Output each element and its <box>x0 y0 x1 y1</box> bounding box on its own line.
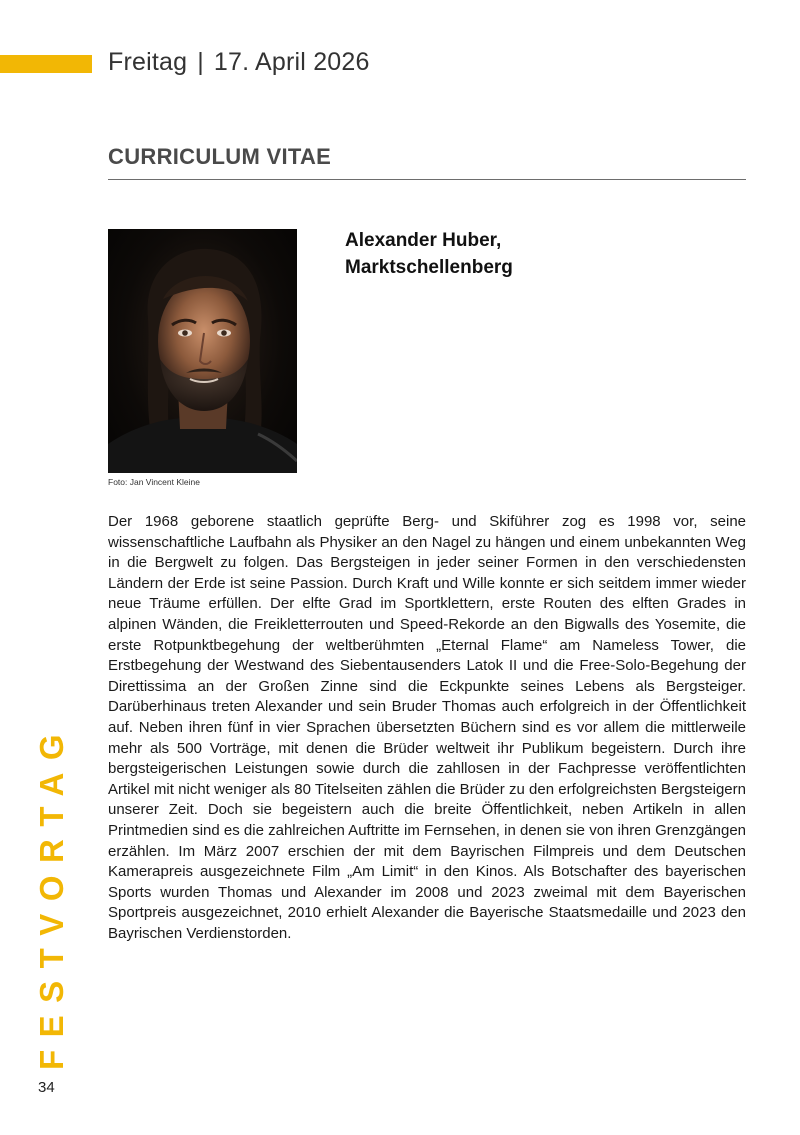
portrait-photo <box>108 229 297 473</box>
date-separator: | <box>197 48 204 76</box>
date: 17. April 2026 <box>213 48 370 76</box>
side-label-text: FESTVORTAG <box>33 721 70 1071</box>
page-number: 34 <box>38 1079 55 1096</box>
side-label <box>28 721 76 1071</box>
person-name <box>345 227 513 281</box>
header-date-line <box>108 48 370 77</box>
photo-credit: Foto: Jan Vincent Kleine <box>108 477 200 487</box>
biography-text: Der 1968 geborene staatlich geprüfte Berg- und Skiführer zog es 1998 vor, seine wissenschaftliche Laufbahn als Physiker an den Nagel zu hängen und einem unbekannten Weg in die Bergwelt zu folgen. Das Bergsteigen in jeder seiner Formen in den verschiedensten Ländern der Erde ist seine Passion. Durch Kraft und Wille konnte er sich seitdem immer wieder neue Träume erfüllen. Der elfte Grad im Sportklettern, erste Routen des elften Grades in alpinen Wänden, die Freikletterrouten und Speed-Rekorde an den Bigwalls des Yosemite, die erste Rotpunktbegehung der weltberühmten „Eternal Flame“ am Nameless Tower, die Erstbegehung der Westwand des Siebentausenders Latok II und die Free-Solo-Begehung der Direttissima an der Großen Zinne sind die Eckpunkte seines Lebens als Bergsteiger. Darüberhinaus treten Alexander und sein Bruder Thomas auch erfolgreich in der Öffentlichkeit auf. Neben ihren fünf in vier Sprachen übersetzten Büchern sind es vor allem die mittlerweile mehr als 500 Vorträge, mit denen die Brüder weltweit ihr Publikum begeistern. Durch ihre bergsteigerischen Leistungen sowie durch die zahllosen in der Fachpresse veröffentlichten Artikel mit nicht weniger als 80 Titelseiten zählen die Brüder zu den erfolgreichsten Bergsteigern unserer Zeit. Doch sie begeistern auch die breite Öffentlichkeit, neben Artikeln in allen Printmedien sind es die zahlreichen Auftritte im Fernsehen, in denen sie von ihren Grenzgängen erzählen. Im März 2007 erschien der mit dem Bayrischen Filmpreis und dem Deutschen Kamerapreis ausgezeichnete Film „Am Limit“ in den Kinos. Als Botschafter des bayerischen Sports wurden Thomas und Alexander im 2008 und 2023 zweimal mit dem Bayerischen Sportpreis ausgezeichnet, 2010 erhielt Alexander die Bayerische Staatsmedaille und 2023 den Bayrischen Verdienstorden. <box>108 513 746 942</box>
weekday: Freitag <box>108 48 188 76</box>
person-name-line: Alexander Huber, <box>345 230 502 251</box>
section-title: CURRICULUM VITAE <box>108 144 332 169</box>
person-location-line: Marktschellenberg <box>345 257 513 278</box>
section-divider <box>108 179 746 180</box>
accent-bar <box>0 55 92 73</box>
portrait-illustration <box>108 229 297 473</box>
